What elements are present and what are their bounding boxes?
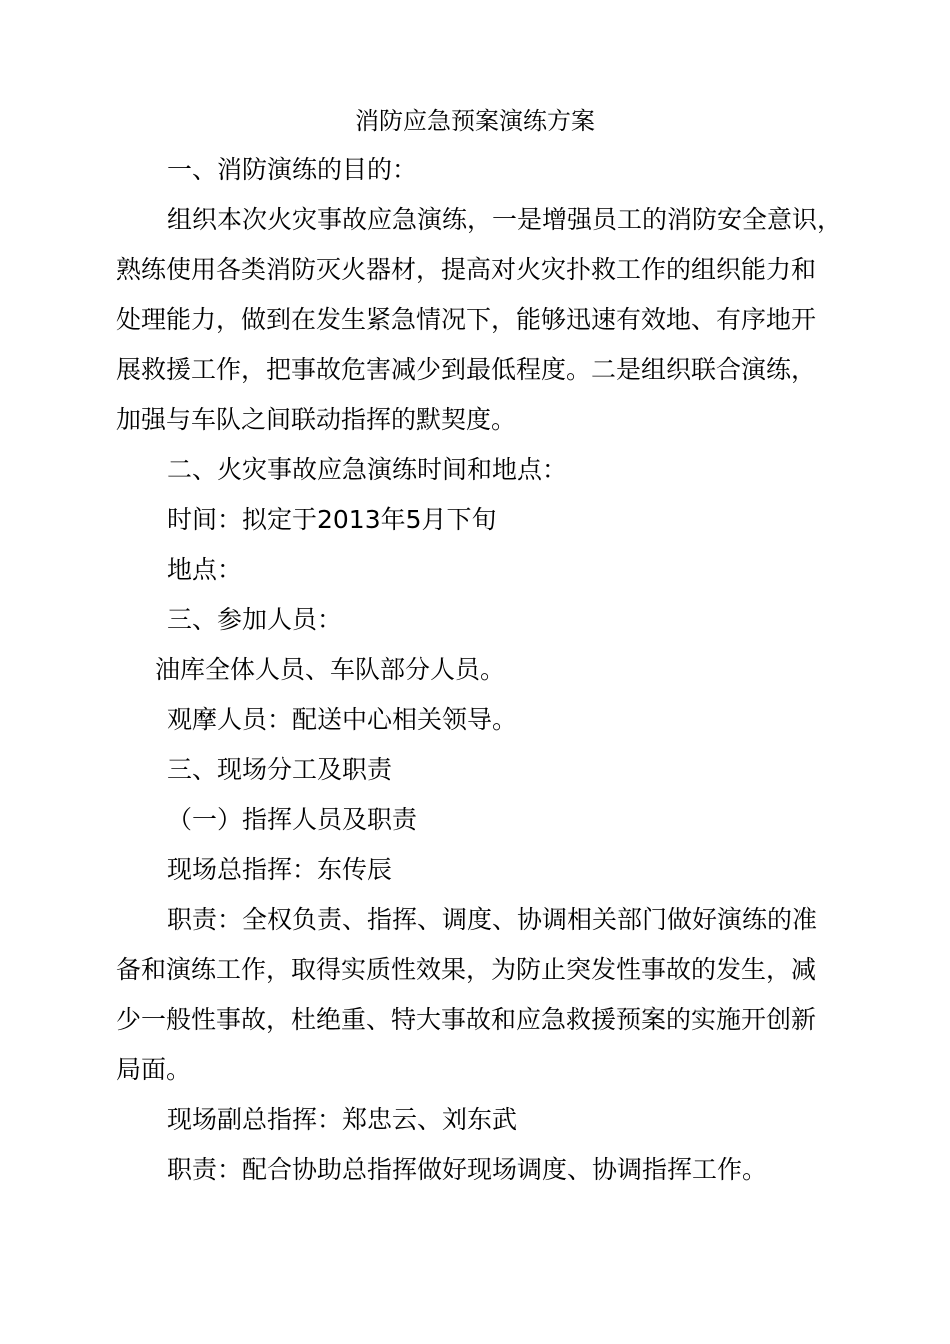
deputy-commander-line: 现场副总指挥：郑忠云、刘东武 (167, 1105, 518, 1134)
section-heading-participants: 三、参加人员： (167, 605, 343, 634)
observers-line: 观摩人员：配送中心相关领导。 (167, 705, 518, 734)
section-heading-purpose: 一、消防演练的目的： (167, 155, 418, 184)
paragraph-line: 少一般性事故，杜绝重、特大事故和应急救援预案的实施开创新 (116, 1005, 817, 1034)
paragraph-line: 加强与车队之间联动指挥的默契度。 (116, 405, 517, 434)
paragraph-line: 职责：全权负责、指挥、调度、协调相关部门做好演练的准 (167, 905, 818, 934)
paragraph-line: 展救援工作，把事故危害减少到最低程度。二是组织联合演练， (116, 355, 817, 384)
paragraph-line: 组织本次火灾事故应急演练，一是增强员工的消防安全意识， (167, 205, 843, 234)
paragraph-line: 职责：配合协助总指挥做好现场调度、协调指挥工作。 (167, 1155, 768, 1184)
time-line: 时间：拟定于2013年5月下旬 (167, 505, 497, 534)
paragraph-line: 局面。 (116, 1055, 192, 1084)
section-heading-time-place: 二、火灾事故应急演练时间和地点： (167, 455, 568, 484)
chief-commander-line: 现场总指挥：东传辰 (167, 855, 393, 884)
participants-line: 油库全体人员、车队部分人员。 (155, 655, 506, 684)
document-title: 消防应急预案演练方案 (355, 107, 595, 135)
place-line: 地点： (167, 555, 243, 584)
paragraph-line: 熟练使用各类消防灭火器材，提高对火灾扑救工作的组织能力和 (116, 255, 817, 284)
subsection-heading-commanders: （一）指挥人员及职责 (167, 805, 418, 834)
paragraph-line: 备和演练工作，取得实质性效果，为防止突发性事故的发生，减 (116, 955, 817, 984)
paragraph-line: 处理能力，做到在发生紧急情况下，能够迅速有效地、有序地开 (116, 305, 817, 334)
section-heading-duties: 三、现场分工及职责 (167, 755, 393, 784)
